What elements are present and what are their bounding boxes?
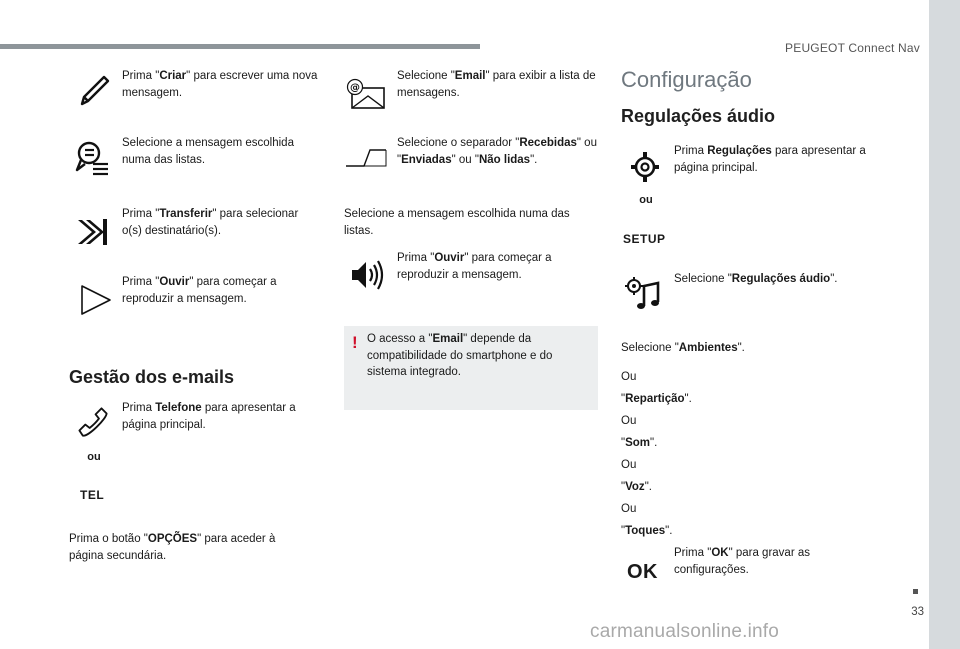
listen-text-2: Prima "Ouvir" para começar a reproduzir a mensagem. <box>397 252 552 281</box>
gear-icon <box>630 150 660 184</box>
options-text: Prima o botão "OPÇÕES" para aceder à página secundária. <box>69 533 276 562</box>
or-text-3: Ou <box>621 459 637 471</box>
option-reparticao: "Repartição". <box>621 393 692 405</box>
forward-text: Prima "Transferir" para selecionar o(s) destinatário(s). <box>122 208 299 237</box>
tab-separator-icon <box>344 146 388 170</box>
notice-text: O acesso a "Email" depende da compatibilidade do smartphone e do sistema integrado. <box>367 333 553 379</box>
phone-text: Prima Telefone para apresentar a página principal. <box>122 402 296 431</box>
listen-text: Prima "Ouvir" para começar a reproduzir a mensagem. <box>122 276 277 305</box>
audio-settings-title: Regulações áudio <box>621 106 776 126</box>
tab-separator-text: Selecione o separador "Recebidas" ou "Enviadas" ou "Não lidas". <box>397 137 597 166</box>
svg-text:@: @ <box>350 82 360 94</box>
create-message-text: Prima "Criar" para escrever uma nova mensagem. <box>122 70 318 99</box>
audio-settings-icon <box>624 276 662 312</box>
email-section-title: Gestão dos e-mails <box>69 367 235 387</box>
select-message-text: Selecione a mensagem escolhida numa das listas. <box>122 137 294 166</box>
setup-button-label: SETUP <box>623 232 666 246</box>
option-som: "Som". <box>621 437 658 449</box>
forward-arrow-icon <box>72 212 112 252</box>
select-message-plain-text: Selecione a mensagem escolhida numa das listas. <box>344 208 570 237</box>
or-text-1: Ou <box>621 371 637 383</box>
or-label-2: ou <box>639 194 653 206</box>
play-icon <box>76 280 116 320</box>
side-strip <box>929 0 960 649</box>
ambientes-text: Selecione "Ambientes". <box>621 342 745 354</box>
settings-text: Prima Regulações para apresentar a página principal. <box>674 145 866 174</box>
or-text-2: Ou <box>621 415 637 427</box>
phone-icon <box>76 405 110 439</box>
option-voz: "Voz". <box>621 481 652 493</box>
audio-settings-text: Selecione "Regulações áudio". <box>674 273 838 285</box>
pencil-icon <box>74 70 114 110</box>
manual-title: PEUGEOT Connect Nav <box>785 41 920 55</box>
tel-button-label: TEL <box>80 488 105 502</box>
warning-icon: ! <box>352 333 358 352</box>
watermark: carmanualsonline.info <box>590 621 780 642</box>
ok-text: Prima "OK" para gravar as configurações. <box>674 547 810 576</box>
email-list-text: Selecione "Email" para exibir a lista de mensagens. <box>397 70 596 99</box>
email-icon <box>346 78 386 110</box>
or-label: ou <box>87 451 101 463</box>
page-marker <box>913 589 918 594</box>
or-text-4: Ou <box>621 503 637 515</box>
ok-button-label: OK <box>627 561 658 583</box>
speaker-icon <box>350 258 386 292</box>
page-number: 33 <box>911 606 924 618</box>
top-rule <box>0 44 480 49</box>
message-list-icon <box>72 138 112 178</box>
option-toques: "Toques". <box>621 525 673 537</box>
config-title: Configuração <box>621 67 752 92</box>
